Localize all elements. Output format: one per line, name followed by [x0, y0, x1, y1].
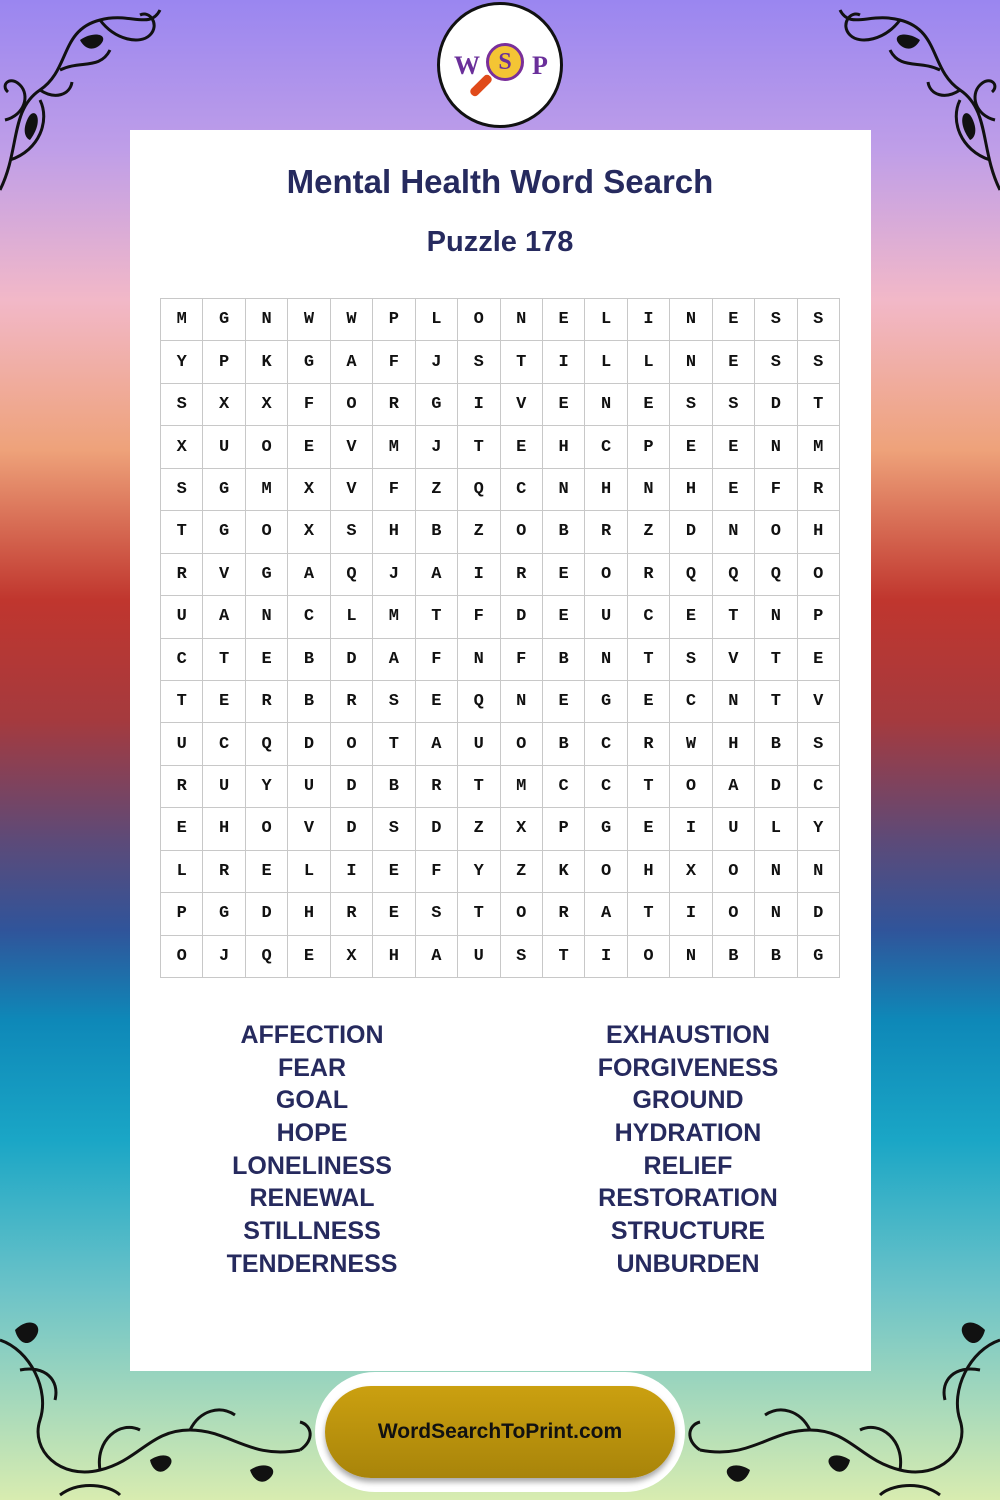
bottom-right-ornament-icon: [680, 1310, 1000, 1500]
grid-cell: U: [161, 596, 203, 638]
grid-cell: T: [161, 511, 203, 553]
grid-cell: L: [628, 341, 670, 383]
grid-cell: C: [798, 766, 840, 808]
grid-cell: F: [458, 596, 500, 638]
grid-cell: Q: [458, 469, 500, 511]
grid-cell: Q: [331, 554, 373, 596]
grid-cell: J: [416, 341, 458, 383]
grid-cell: X: [288, 469, 330, 511]
grid-cell: F: [288, 384, 330, 426]
grid-cell: E: [543, 554, 585, 596]
grid-cell: C: [585, 766, 627, 808]
grid-cell: L: [331, 596, 373, 638]
grid-cell: N: [501, 299, 543, 341]
grid-cell: U: [203, 766, 245, 808]
word-list-item: RESTORATION: [598, 1184, 778, 1213]
logo-letter-p: P: [532, 51, 548, 80]
word-list-item: STILLNESS: [243, 1217, 381, 1246]
word-list-item: RELIEF: [643, 1151, 733, 1180]
grid-cell: D: [331, 766, 373, 808]
grid-cell: X: [501, 808, 543, 850]
grid-cell: J: [203, 936, 245, 978]
grid-cell: E: [246, 639, 288, 681]
site-logo[interactable]: [437, 2, 563, 128]
grid-cell: A: [416, 723, 458, 765]
grid-cell: E: [670, 596, 712, 638]
grid-cell: E: [713, 469, 755, 511]
grid-cell: I: [628, 299, 670, 341]
grid-cell: F: [373, 341, 415, 383]
grid-cell: X: [670, 851, 712, 893]
grid-cell: O: [585, 554, 627, 596]
page-title: Mental Health Word Search: [286, 163, 714, 200]
grid-cell: R: [798, 469, 840, 511]
word-list-right: [498, 1019, 878, 1281]
grid-cell: U: [585, 596, 627, 638]
grid-cell: U: [458, 936, 500, 978]
grid-cell: I: [670, 808, 712, 850]
grid-cell: V: [331, 426, 373, 468]
grid-cell: S: [501, 936, 543, 978]
grid-cell: E: [628, 808, 670, 850]
grid-cell: O: [246, 426, 288, 468]
grid-cell: L: [416, 299, 458, 341]
grid-cell: N: [755, 596, 797, 638]
footer-badge: [315, 1372, 685, 1492]
grid-cell: I: [458, 384, 500, 426]
grid-cell: S: [416, 893, 458, 935]
grid-cell: R: [161, 766, 203, 808]
grid-cell: M: [373, 426, 415, 468]
grid-cell: C: [670, 681, 712, 723]
grid-cell: D: [416, 808, 458, 850]
grid-cell: S: [798, 341, 840, 383]
grid-cell: V: [713, 639, 755, 681]
grid-cell: V: [203, 554, 245, 596]
grid-cell: Z: [416, 469, 458, 511]
grid-cell: R: [246, 681, 288, 723]
word-list-item: HYDRATION: [614, 1119, 762, 1148]
grid-cell: E: [161, 808, 203, 850]
grid-cell: Q: [246, 936, 288, 978]
grid-cell: E: [501, 426, 543, 468]
word-list-item: UNBURDEN: [616, 1249, 760, 1278]
grid-cell: B: [543, 639, 585, 681]
grid-cell: G: [246, 554, 288, 596]
grid-cell: E: [543, 681, 585, 723]
grid-cell: H: [713, 723, 755, 765]
grid-cell: E: [798, 639, 840, 681]
grid-cell: I: [331, 851, 373, 893]
grid-cell: G: [203, 893, 245, 935]
grid-cell: G: [585, 808, 627, 850]
grid-cell: N: [543, 469, 585, 511]
grid-cell: N: [755, 893, 797, 935]
grid-cell: G: [585, 681, 627, 723]
grid-cell: B: [416, 511, 458, 553]
grid-cell: N: [670, 341, 712, 383]
grid-cell: B: [755, 936, 797, 978]
grid-cell: R: [585, 511, 627, 553]
grid-cell: J: [373, 554, 415, 596]
magnifier-icon: S: [486, 43, 524, 81]
grid-cell: P: [203, 341, 245, 383]
grid-cell: T: [713, 596, 755, 638]
grid-cell: N: [246, 299, 288, 341]
grid-cell: N: [628, 469, 670, 511]
grid-cell: T: [203, 639, 245, 681]
grid-cell: Q: [670, 554, 712, 596]
grid-cell: T: [628, 766, 670, 808]
grid-cell: R: [203, 851, 245, 893]
grid-cell: G: [288, 341, 330, 383]
word-list-item: RENEWAL: [249, 1184, 375, 1213]
grid-cell: X: [288, 511, 330, 553]
grid-cell: Q: [755, 554, 797, 596]
grid-cell: O: [501, 893, 543, 935]
grid-cell: G: [416, 384, 458, 426]
grid-cell: O: [331, 723, 373, 765]
grid-cell: R: [628, 554, 670, 596]
grid-cell: M: [246, 469, 288, 511]
grid-cell: R: [331, 893, 373, 935]
grid-cell: H: [543, 426, 585, 468]
grid-cell: B: [373, 766, 415, 808]
grid-cell: Y: [798, 808, 840, 850]
grid-cell: O: [670, 766, 712, 808]
grid-cell: T: [628, 639, 670, 681]
grid-cell: T: [373, 723, 415, 765]
grid-cell: I: [458, 554, 500, 596]
grid-cell: I: [585, 936, 627, 978]
grid-cell: C: [203, 723, 245, 765]
grid-cell: E: [628, 384, 670, 426]
grid-cell: H: [373, 936, 415, 978]
grid-cell: N: [798, 851, 840, 893]
word-list-item: FORGIVENESS: [597, 1053, 779, 1082]
grid-cell: N: [670, 936, 712, 978]
grid-cell: C: [161, 639, 203, 681]
word-list-item: HOPE: [276, 1119, 348, 1148]
grid-cell: B: [288, 681, 330, 723]
grid-cell: X: [331, 936, 373, 978]
grid-cell: S: [458, 341, 500, 383]
word-list-item: FEAR: [277, 1053, 347, 1082]
grid-cell: L: [755, 808, 797, 850]
grid-cell: D: [331, 808, 373, 850]
grid-cell: N: [585, 639, 627, 681]
grid-cell: U: [713, 808, 755, 850]
grid-cell: E: [288, 426, 330, 468]
grid-cell: K: [543, 851, 585, 893]
grid-cell: E: [246, 851, 288, 893]
grid-cell: T: [798, 384, 840, 426]
grid-cell: R: [628, 723, 670, 765]
grid-cell: M: [798, 426, 840, 468]
grid-cell: K: [246, 341, 288, 383]
word-list-item: EXHAUSTION: [606, 1021, 770, 1049]
grid-cell: S: [373, 681, 415, 723]
letter-grid: [160, 298, 840, 978]
grid-cell: G: [203, 469, 245, 511]
grid-cell: D: [755, 766, 797, 808]
grid-cell: S: [670, 384, 712, 426]
word-list-item: AFFECTION: [240, 1021, 384, 1049]
grid-cell: T: [755, 639, 797, 681]
grid-cell: D: [798, 893, 840, 935]
grid-cell: S: [373, 808, 415, 850]
grid-cell: E: [713, 299, 755, 341]
grid-cell: T: [161, 681, 203, 723]
grid-cell: R: [373, 384, 415, 426]
grid-cell: L: [585, 299, 627, 341]
grid-cell: F: [373, 469, 415, 511]
grid-cell: O: [458, 299, 500, 341]
grid-cell: T: [543, 936, 585, 978]
word-list-item: GROUND: [632, 1086, 744, 1115]
bottom-left-ornament-icon: [0, 1310, 320, 1500]
grid-cell: Q: [458, 681, 500, 723]
grid-cell: Q: [713, 554, 755, 596]
grid-cell: E: [373, 851, 415, 893]
grid-cell: J: [416, 426, 458, 468]
grid-cell: O: [501, 723, 543, 765]
grid-cell: P: [161, 893, 203, 935]
grid-cell: F: [755, 469, 797, 511]
grid-cell: E: [670, 426, 712, 468]
grid-cell: V: [798, 681, 840, 723]
grid-cell: T: [755, 681, 797, 723]
grid-cell: A: [373, 639, 415, 681]
grid-cell: E: [416, 681, 458, 723]
grid-cell: E: [713, 341, 755, 383]
grid-cell: D: [670, 511, 712, 553]
grid-cell: E: [203, 681, 245, 723]
grid-cell: S: [161, 384, 203, 426]
grid-cell: A: [203, 596, 245, 638]
grid-cell: O: [798, 554, 840, 596]
grid-cell: G: [798, 936, 840, 978]
grid-cell: N: [713, 511, 755, 553]
grid-cell: T: [458, 766, 500, 808]
grid-cell: L: [161, 851, 203, 893]
grid-cell: V: [331, 469, 373, 511]
grid-cell: E: [713, 426, 755, 468]
grid-cell: W: [670, 723, 712, 765]
grid-cell: C: [543, 766, 585, 808]
grid-cell: X: [203, 384, 245, 426]
grid-cell: A: [288, 554, 330, 596]
grid-cell: U: [288, 766, 330, 808]
grid-cell: G: [203, 299, 245, 341]
logo-letter-w: W: [454, 51, 480, 80]
grid-cell: W: [288, 299, 330, 341]
grid-cell: R: [501, 554, 543, 596]
grid-cell: U: [161, 723, 203, 765]
grid-cell: N: [755, 426, 797, 468]
grid-cell: E: [373, 893, 415, 935]
grid-cell: N: [458, 639, 500, 681]
grid-cell: C: [585, 723, 627, 765]
grid-cell: F: [501, 639, 543, 681]
grid-cell: O: [713, 893, 755, 935]
grid-cell: E: [543, 384, 585, 426]
grid-cell: N: [670, 299, 712, 341]
grid-cell: D: [501, 596, 543, 638]
grid-cell: Y: [458, 851, 500, 893]
grid-cell: U: [203, 426, 245, 468]
grid-cell: O: [585, 851, 627, 893]
grid-cell: B: [755, 723, 797, 765]
grid-cell: O: [161, 936, 203, 978]
grid-cell: A: [331, 341, 373, 383]
grid-cell: S: [331, 511, 373, 553]
grid-cell: N: [713, 681, 755, 723]
grid-cell: B: [713, 936, 755, 978]
grid-cell: A: [585, 893, 627, 935]
grid-cell: S: [755, 341, 797, 383]
grid-cell: W: [331, 299, 373, 341]
grid-cell: S: [798, 299, 840, 341]
grid-cell: O: [246, 808, 288, 850]
grid-cell: R: [161, 554, 203, 596]
word-list-item: STRUCTURE: [610, 1217, 766, 1246]
grid-cell: H: [373, 511, 415, 553]
grid-cell: R: [416, 766, 458, 808]
grid-cell: E: [543, 596, 585, 638]
grid-cell: I: [543, 341, 585, 383]
grid-cell: C: [628, 596, 670, 638]
grid-cell: S: [161, 469, 203, 511]
grid-cell: G: [203, 511, 245, 553]
grid-cell: Y: [161, 341, 203, 383]
grid-cell: S: [798, 723, 840, 765]
word-list-left: [122, 1019, 502, 1281]
grid-cell: T: [628, 893, 670, 935]
grid-cell: S: [713, 384, 755, 426]
grid-cell: P: [543, 808, 585, 850]
grid-cell: H: [288, 893, 330, 935]
grid-cell: C: [288, 596, 330, 638]
grid-cell: N: [755, 851, 797, 893]
grid-cell: O: [246, 511, 288, 553]
grid-cell: O: [501, 511, 543, 553]
grid-cell: H: [628, 851, 670, 893]
grid-cell: H: [798, 511, 840, 553]
grid-cell: F: [416, 639, 458, 681]
grid-cell: D: [331, 639, 373, 681]
grid-cell: B: [543, 723, 585, 765]
grid-cell: D: [755, 384, 797, 426]
grid-cell: M: [501, 766, 543, 808]
grid-cell: P: [628, 426, 670, 468]
grid-cell: Q: [246, 723, 288, 765]
grid-cell: O: [713, 851, 755, 893]
grid-cell: Z: [458, 808, 500, 850]
grid-cell: S: [670, 639, 712, 681]
grid-cell: B: [288, 639, 330, 681]
grid-cell: C: [501, 469, 543, 511]
grid-cell: P: [798, 596, 840, 638]
grid-cell: I: [670, 893, 712, 935]
grid-cell: B: [543, 511, 585, 553]
grid-cell: N: [501, 681, 543, 723]
grid-cell: Y: [246, 766, 288, 808]
grid-cell: T: [501, 341, 543, 383]
site-link[interactable]: WordSearchToPrint.com: [325, 1386, 675, 1478]
grid-cell: U: [458, 723, 500, 765]
grid-cell: N: [246, 596, 288, 638]
grid-cell: E: [288, 936, 330, 978]
grid-cell: H: [203, 808, 245, 850]
grid-cell: X: [161, 426, 203, 468]
grid-cell: T: [416, 596, 458, 638]
grid-cell: V: [288, 808, 330, 850]
grid-cell: D: [288, 723, 330, 765]
grid-cell: N: [585, 384, 627, 426]
grid-cell: A: [416, 936, 458, 978]
grid-cell: R: [331, 681, 373, 723]
grid-cell: A: [416, 554, 458, 596]
grid-cell: V: [501, 384, 543, 426]
grid-cell: X: [246, 384, 288, 426]
grid-cell: L: [585, 341, 627, 383]
grid-cell: M: [161, 299, 203, 341]
grid-cell: Z: [458, 511, 500, 553]
word-list-item: GOAL: [275, 1086, 349, 1115]
grid-cell: R: [543, 893, 585, 935]
grid-cell: D: [246, 893, 288, 935]
word-list-item: TENDERNESS: [226, 1249, 398, 1278]
grid-cell: H: [670, 469, 712, 511]
grid-cell: Z: [628, 511, 670, 553]
grid-cell: E: [628, 681, 670, 723]
grid-cell: A: [713, 766, 755, 808]
grid-cell: P: [373, 299, 415, 341]
grid-cell: O: [755, 511, 797, 553]
grid-cell: T: [458, 426, 500, 468]
grid-cell: T: [458, 893, 500, 935]
grid-cell: C: [585, 426, 627, 468]
grid-cell: Z: [501, 851, 543, 893]
word-list-item: LONELINESS: [232, 1151, 392, 1180]
grid-cell: E: [543, 299, 585, 341]
grid-cell: H: [585, 469, 627, 511]
grid-cell: M: [373, 596, 415, 638]
grid-cell: S: [755, 299, 797, 341]
puzzle-number: Puzzle 178: [426, 226, 574, 258]
grid-cell: O: [331, 384, 373, 426]
grid-cell: O: [628, 936, 670, 978]
grid-cell: F: [416, 851, 458, 893]
grid-cell: L: [288, 851, 330, 893]
